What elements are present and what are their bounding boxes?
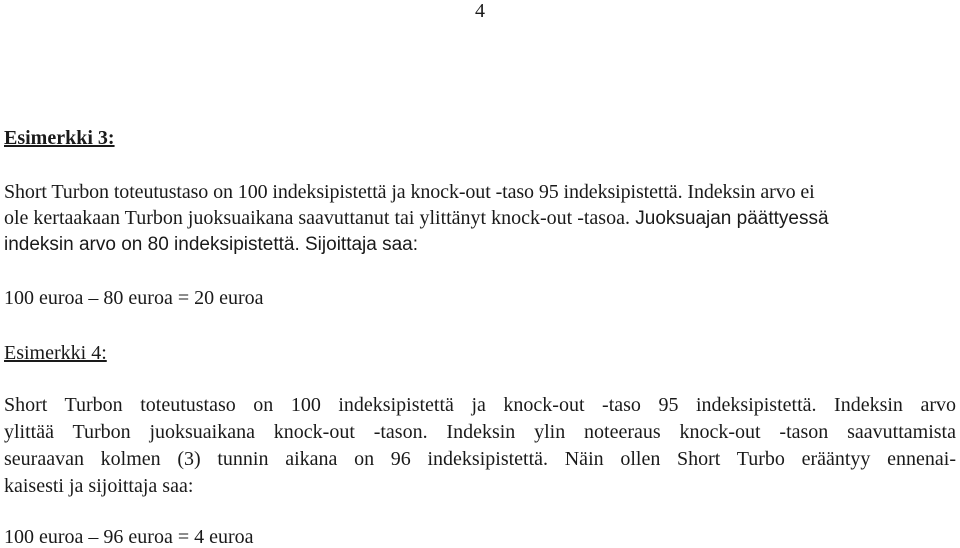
example-3-calculation: 100 euroa – 80 euroa = 20 euroa [4,287,264,309]
example-3-line-3 [4,233,418,256]
example-3-line-2-sans: Juoksuajan päättyessä [629,208,829,229]
page-number: 4 [475,0,485,22]
example-4-line-2: ylittää Turbon juoksuaikana knock-out -tason. Indeksin ylin noteeraus knock-out -tason saavuttamista [4,421,956,443]
example-3-line-3-sans: indeksin arvo on 80 indeksipistettä. [4,234,300,255]
example-4-calculation: 100 euroa – 96 euroa = 4 euroa [4,526,254,548]
example-3-line-2-serif: ole kertaakaan Turbon juoksuaikana saavuttanut tai ylittänyt knock-out -tasoa. [4,207,630,229]
example-4-line-4: kaisesti ja sijoittaja saa: [4,475,194,497]
example-3-line-2 [4,207,829,230]
example-3-heading: Esimerkki 3: [4,127,115,149]
example-3-line-1 [4,181,815,203]
example-4-line-1: Short Turbon toteutustaso on 100 indeksipistettä ja knock-out -taso 95 indeksipistettä. Indeksin arvo [4,394,956,416]
example-4-line-3: seuraavan kolmen (3) tunnin aikana on 96 indeksipistettä. Näin ollen Short Turbo erääntyy ennenai- [4,448,956,470]
example-4-heading: Esimerkki 4: [4,342,107,364]
example-3-line-3-sans2: Sijoittaja saa: [299,234,419,255]
example-3-line-1-text: Short Turbon toteutustaso on 100 indeksipistettä ja knock-out -taso 95 indeksipistettä. Indeksin arvo ei [4,181,815,203]
